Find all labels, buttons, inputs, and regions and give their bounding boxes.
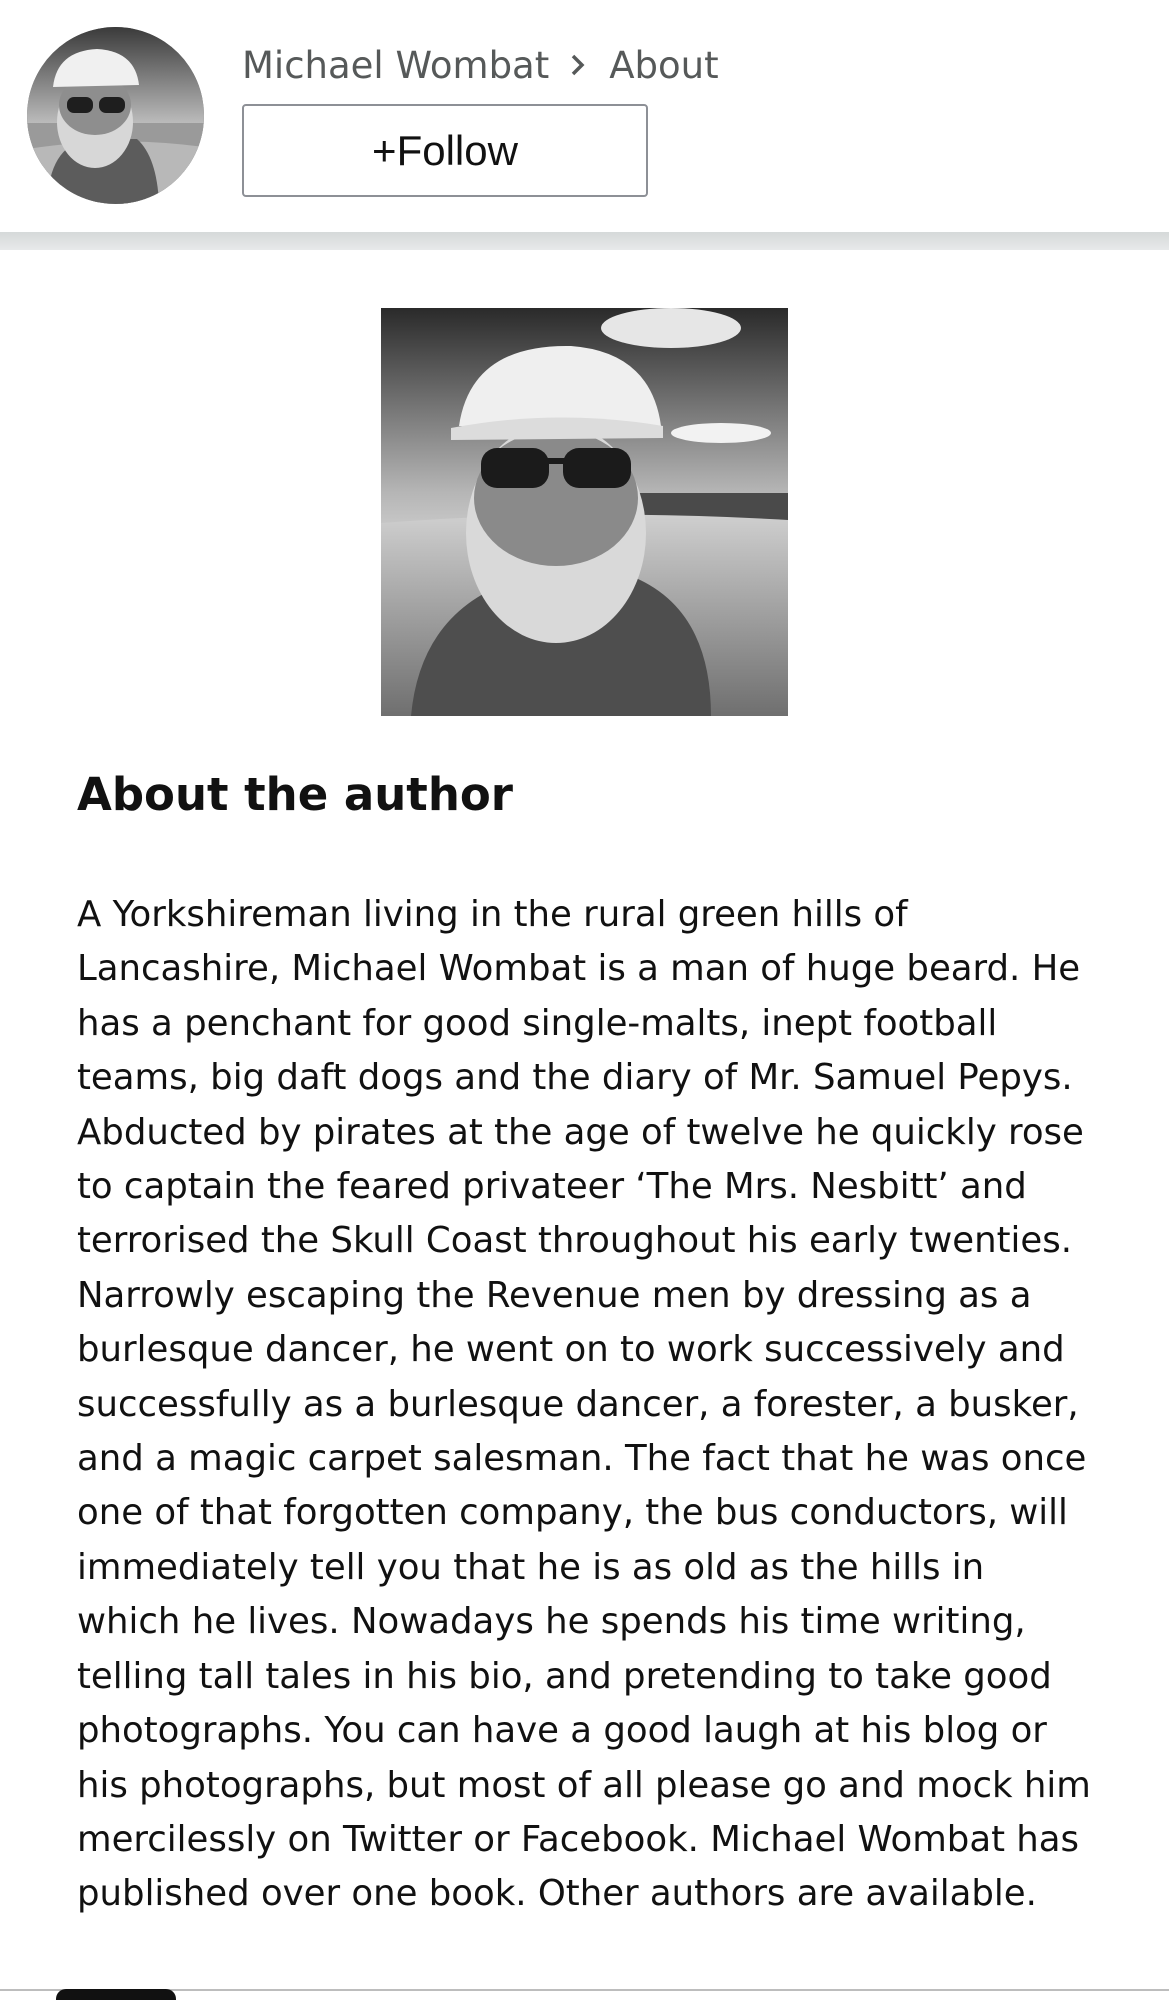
about-heading: About the author (77, 768, 513, 821)
breadcrumb-current-page: About (609, 43, 719, 87)
footer-tab-indicator (56, 1989, 176, 2000)
footer-divider (0, 1989, 1169, 1991)
header-divider (0, 232, 1169, 250)
breadcrumb (242, 40, 719, 90)
chevron-right-icon (571, 54, 585, 76)
author-bio: A Yorkshireman living in the rural green hills of Lancashire, Michael Wombat is a man of huge beard. He has a penchant for good single-malts, inept football teams, big daft dogs and the diary of Mr. Samuel Pepys. Abducted by pirates at the age of twelve he quickly rose to captain the feared privateer ‘The Mrs. Nesbitt’ and terrorised the Skull Coast throughout his early twenties. Narrowly escaping the Revenue men by dressing as a burlesque dancer, he went on to work successively and successfully as a burlesque dancer, a forester, a busker, and a magic carpet salesman. The fact that he was once one of that forgotten company, the bus conductors, will immediately tell you that he is as old as the hills in which he lives. Nowadays he spends his time writing, telling tall tales in his bio, and pretending to take good photographs. You can have a good laugh at his blog or his photographs, but most of all please go and mock him mercilessly on Twitter or Facebook. Michael Wombat has published over one book. Other authors are available. (77, 894, 1091, 1915)
follow-button[interactable]: +Follow (242, 104, 648, 197)
author-header (0, 0, 1169, 232)
author-photo (381, 308, 788, 716)
author-portrait-image (381, 308, 788, 716)
avatar-portrait-image (27, 27, 204, 204)
breadcrumb-author-link[interactable]: Michael Wombat (242, 43, 550, 87)
author-avatar[interactable] (27, 27, 204, 204)
